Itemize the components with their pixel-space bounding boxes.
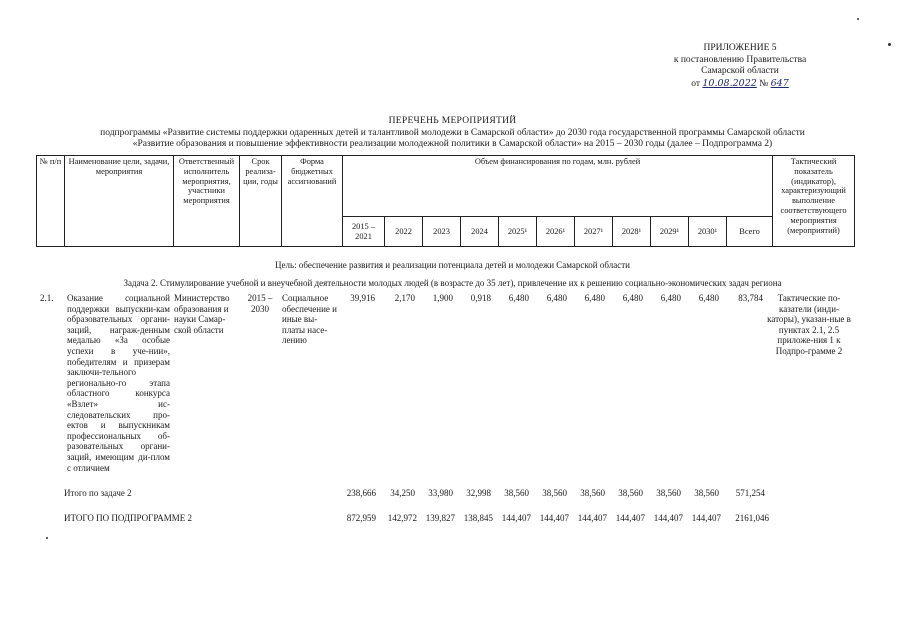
- header-year: 2028¹: [613, 217, 651, 247]
- header-year: 2029¹: [651, 217, 689, 247]
- value-cell: 144,407: [615, 513, 645, 523]
- value-cell: 0,918: [470, 293, 491, 303]
- appendix-region: Самарской области: [701, 66, 779, 76]
- activity-indicator: Тактические по-казатели (инди-каторы), указан-ные в пунктах 2.1, 2.5 приложе-ния 1 к Подпро-грамме 2: [767, 293, 851, 356]
- value-cell: 138,845: [463, 513, 493, 523]
- value-cell: 144,407: [501, 513, 531, 523]
- activity-number: 2.1.: [40, 293, 54, 303]
- appendix-block: [640, 43, 840, 90]
- value-cell: 38,560: [656, 488, 681, 498]
- value-cell: 38,560: [618, 488, 643, 498]
- value-cell: 144,407: [577, 513, 607, 523]
- value-cell: 6,480: [584, 293, 605, 303]
- activity-executor: Министерство образования и науки Самар-ской области: [174, 293, 230, 335]
- value-cell: 38,560: [694, 488, 719, 498]
- value-cell: 142,972: [387, 513, 417, 523]
- activity-term: 2015 – 2030: [247, 293, 273, 314]
- title-main: ПЕРЕЧЕНЬ МЕРОПРИЯТИЙ: [388, 116, 517, 126]
- value-cell-total: 571,254: [735, 488, 765, 498]
- header-funding: Объем финансирования по годам, млн. рублей: [343, 156, 773, 217]
- header-executor: Ответственный исполнитель мероприятия, участники мероприятия: [174, 156, 240, 247]
- activity-budget-form: Социальное обеспечение и иные вы-платы насе-лению: [282, 293, 337, 346]
- value-cell: 6,480: [660, 293, 681, 303]
- header-total: Всего: [727, 217, 773, 247]
- scan-speck: [888, 43, 891, 46]
- header-year: 2024: [461, 217, 499, 247]
- decree-number: 647: [770, 77, 789, 89]
- value-cell: 39,916: [350, 293, 375, 303]
- header-year: 2025¹: [499, 217, 537, 247]
- value-cell: 144,407: [653, 513, 683, 523]
- task-heading: Задача 2. Стимулирование учебной и внеучебной деятельности молодых людей (в возрасте до 35 лет), привлечение их к решению социально-экономических задач региона: [123, 278, 782, 288]
- header-indicator: Тактический показатель (индикатор), характеризующий выполнение соответствующего мероприятия (мероприятий): [773, 156, 855, 247]
- scan-speck: [46, 537, 48, 539]
- activities-table-header: [36, 155, 855, 247]
- from-label: от: [691, 78, 701, 89]
- value-cell: 6,480: [622, 293, 643, 303]
- value-cell: 34,250: [390, 488, 415, 498]
- header-year: 2026¹: [537, 217, 575, 247]
- value-cell-total: 2161,046: [735, 513, 769, 523]
- value-cell: 33,980: [428, 488, 453, 498]
- appendix-title: ПРИЛОЖЕНИЕ 5: [703, 43, 777, 53]
- header-form: Форма бюджетных ассигнований: [282, 156, 343, 247]
- value-cell: 144,407: [691, 513, 721, 523]
- title-line-2: подпрограммы «Развитие системы поддержки одаренных детей и талантливой молодежи в Самарской области» до 2030 года государственной программы Самарской области: [100, 127, 805, 138]
- value-cell: 38,560: [542, 488, 567, 498]
- header-year: 2030¹: [689, 217, 727, 247]
- value-cell: 139,827: [425, 513, 455, 523]
- value-cell: 32,998: [466, 488, 491, 498]
- header-term: Срок реализа-ции, годы: [240, 156, 282, 247]
- value-cell: 1,900: [432, 293, 453, 303]
- document-title: [40, 116, 865, 151]
- subprogram-total-label: ИТОГО ПО ПОДПРОГРАММЕ 2: [64, 513, 192, 523]
- value-cell: 872,959: [346, 513, 376, 523]
- activity-name: Оказание социальной поддержки выпускни-кам образовательных органи-заций, награж-денным медалью «За особые успехи в уче-нии», победителям и призерам заключи-тельного регионально-го этапа областного конкурса «Взлет» ис-следовательских про-ектов и выпускникам профессиональных об-разовательных органи-заций, имеющим ди-плом с отличием: [67, 293, 170, 473]
- decree-date-line: [640, 78, 840, 91]
- value-cell: 6,480: [508, 293, 529, 303]
- header-year: 2027¹: [575, 217, 613, 247]
- goal-heading: Цель: обеспечение развития и реализации потенциала детей и молодежи Самарской области: [275, 260, 630, 270]
- value-cell: 6,480: [698, 293, 719, 303]
- value-cell: 238,666: [346, 488, 376, 498]
- number-label: №: [759, 78, 769, 89]
- header-year: 2023: [423, 217, 461, 247]
- value-cell: 2,170: [394, 293, 415, 303]
- value-cell: 38,560: [580, 488, 605, 498]
- decree-date: 10.08.2022: [702, 77, 757, 89]
- task-total-label: Итого по задаче 2: [64, 488, 132, 498]
- value-cell: 6,480: [546, 293, 567, 303]
- value-cell: 144,407: [539, 513, 569, 523]
- value-cell-total: 83,784: [738, 293, 763, 303]
- appendix-decree: к постановлению Правительства: [673, 54, 807, 65]
- value-cell: 38,560: [504, 488, 529, 498]
- title-line-3: «Развитие образования и повышение эффективности реализации молодежной политики в Самарской области» на 2015 – 2030 годы (далее – Подпрограмма 2): [132, 139, 773, 149]
- header-name: Наименование цели, задачи, мероприятия: [65, 156, 174, 247]
- scan-speck: [857, 18, 859, 20]
- header-no: № п/п: [37, 156, 65, 247]
- header-year: 2015 – 2021: [343, 217, 385, 247]
- header-year: 2022: [385, 217, 423, 247]
